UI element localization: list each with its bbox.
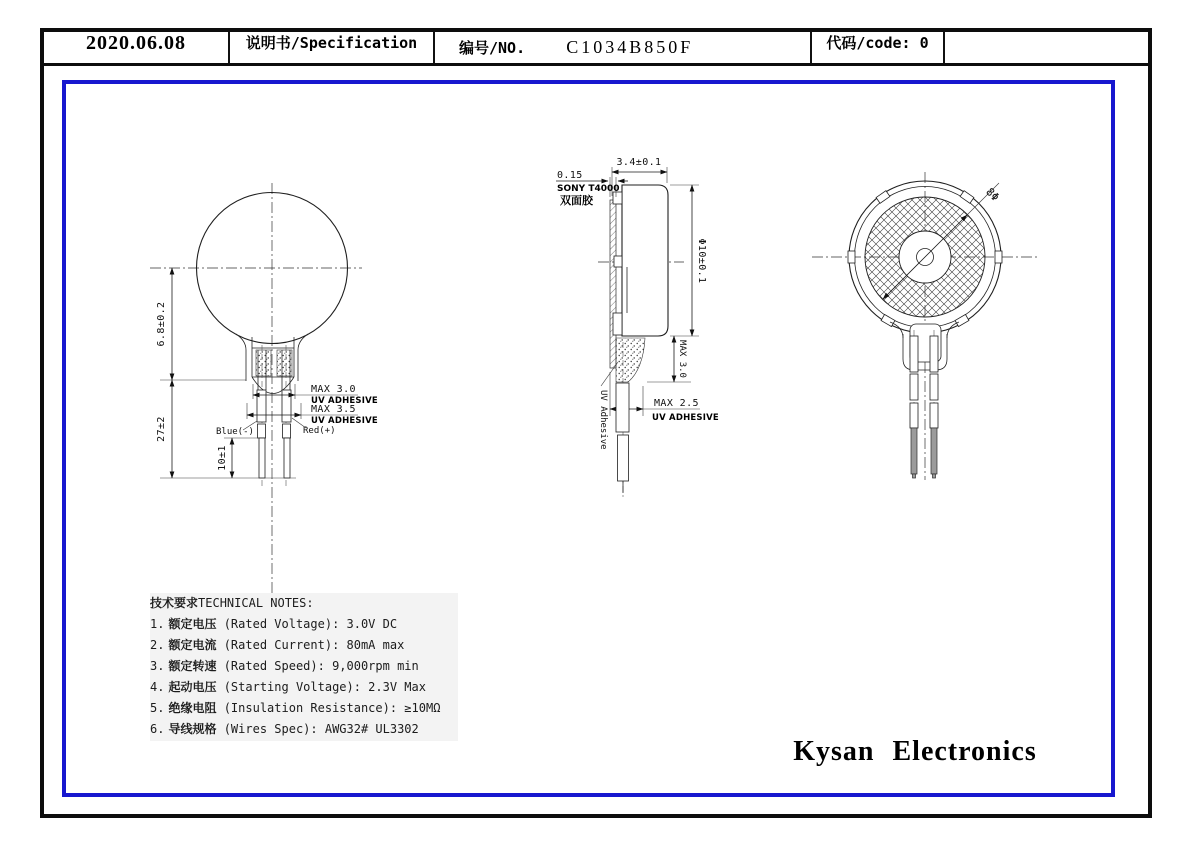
dim-diameter: Φ10±0.1 [696, 238, 707, 284]
note-item: 5. 绝缘电阻 (Insulation Resistance): ≥10MΩ [150, 701, 441, 715]
note-item: 4. 起动电压 (Starting Voltage): 2.3V Max [150, 680, 426, 694]
uv-adhesive-callout: UV Adhesive [598, 390, 608, 450]
motor-body-side [622, 185, 668, 336]
code-cell: 代码/code: 0 [812, 32, 945, 63]
dim-adhesive-width: MAX 2.5 [654, 398, 699, 409]
dim-adhesive-top: MAX 3.0 [311, 384, 356, 395]
adhesive-tape [610, 200, 616, 368]
lead-positive-label: Red(+) [303, 426, 336, 436]
tape-brand-label: SONY T4000 [557, 184, 620, 194]
blank-cell [945, 32, 1148, 63]
dim-body-height: 6.8±0.2 [156, 301, 167, 347]
spec-label: 说明书/Specification [230, 32, 435, 63]
side-view [556, 157, 719, 497]
dim-lead-length: 27±2 [156, 416, 167, 442]
company-logo-text: Kysan Electronics [793, 736, 1037, 767]
note-item: 6. 导线规格 (Wires Spec): AWG32# UL3302 [150, 722, 419, 736]
lead-negative-label: Blue(-) [216, 427, 254, 437]
dim-tape-thickness: 0.15 [557, 170, 583, 181]
lead-wires [257, 345, 291, 486]
note-item: 3. 额定转速 (Rated Speed): 9,000rpm min [150, 659, 419, 673]
dim-adhesive-height: MAX 3.0 [677, 340, 687, 378]
part-number-cell [435, 32, 812, 63]
note-item: 2. 额定电流 (Rated Current): 80mA max [150, 638, 405, 652]
title-block [44, 32, 1148, 66]
adhesive-width-label: UV ADHESIVE [652, 413, 719, 423]
part-number-value: C1034B850F [566, 37, 694, 57]
tape-type-label: 双面胶 [560, 194, 593, 207]
note-item: 1. 额定电压 (Rated Voltage): 3.0V DC [150, 617, 398, 631]
back-view [812, 172, 1038, 480]
dim-adhesive-bottom: MAX 3.5 [311, 404, 356, 415]
adhesive-top-label: UV ADHESIVE [311, 396, 378, 406]
front-view [150, 183, 378, 612]
dim-thickness: 3.4±0.1 [616, 157, 662, 168]
date-cell: 2020.06.08 [44, 32, 230, 63]
part-number-label: 编号/NO. [459, 39, 526, 57]
uv-adhesive-blob [616, 338, 645, 382]
drawing-frame [62, 80, 1115, 797]
technical-notes [150, 593, 458, 741]
adhesive-bottom-label: UV ADHESIVE [311, 416, 378, 426]
sheet-border [40, 28, 1152, 818]
dim-bare-lead: 10±1 [217, 445, 228, 471]
notes-title: 技术要求TECHNICAL NOTES: [150, 596, 314, 610]
dim-magnet-diameter: 8Φ [983, 185, 1002, 204]
